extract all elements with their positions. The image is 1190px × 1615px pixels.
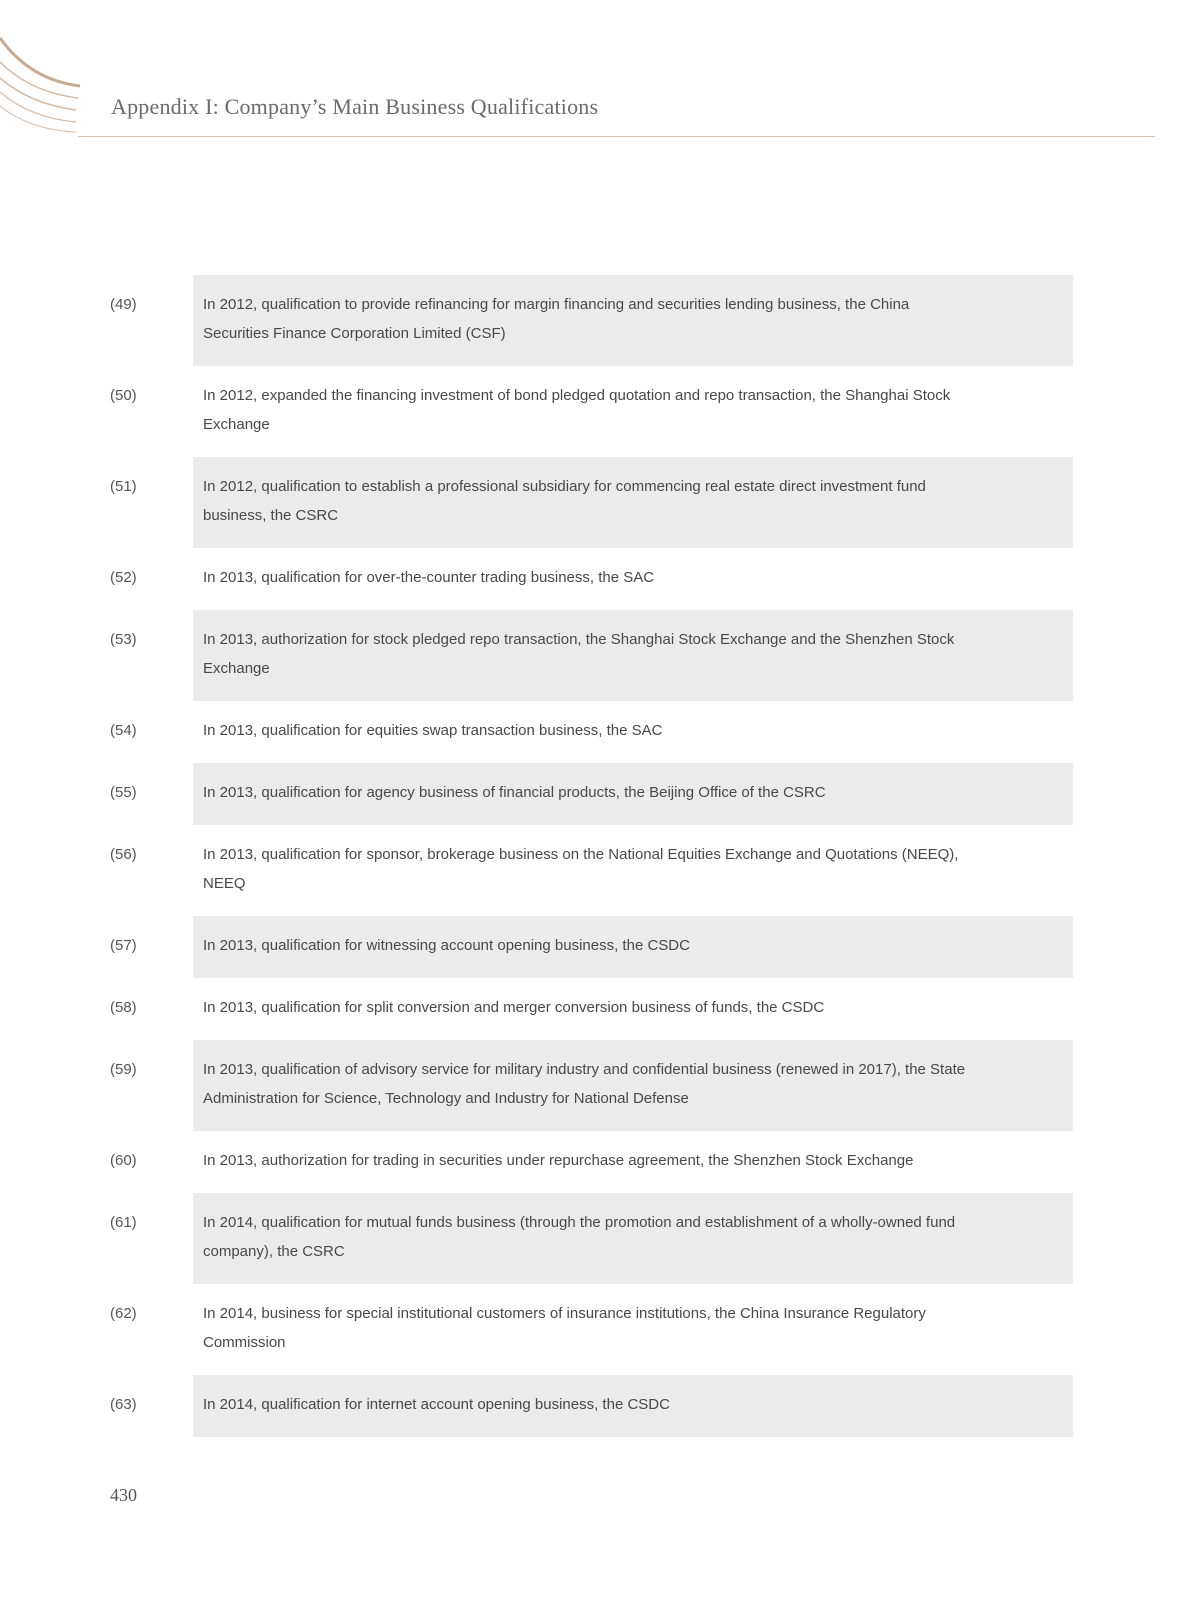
item-number: (56) — [110, 846, 137, 863]
item-text-line: Commission — [203, 1334, 286, 1351]
item-text — [193, 701, 1073, 763]
item-number: (51) — [110, 478, 137, 495]
item-number: (60) — [110, 1152, 137, 1169]
list-item — [110, 916, 1073, 978]
item-number: (61) — [110, 1214, 137, 1231]
item-text-line: NEEQ — [203, 875, 246, 892]
page-title: Appendix I: Company’s Main Business Qualifications — [111, 94, 599, 119]
item-text — [193, 825, 1073, 916]
item-text-line: In 2013, qualification for witnessing account opening business, the CSDC — [203, 937, 690, 954]
page-number: 430 — [110, 1485, 137, 1505]
item-text-line: In 2012, expanded the financing investment of bond pledged quotation and repo transaction, the Shanghai Stock — [203, 387, 951, 404]
item-number: (50) — [110, 387, 137, 404]
item-text-line: In 2013, qualification for over-the-counter trading business, the SAC — [203, 569, 655, 586]
item-number: (55) — [110, 784, 137, 801]
list-item — [110, 978, 1073, 1040]
item-text — [193, 1375, 1073, 1437]
item-text-line: In 2013, authorization for trading in securities under repurchase agreement, the Shenzhen Stock Exchange — [203, 1152, 914, 1169]
item-text-line: In 2012, qualification to establish a professional subsidiary for commencing real estate direct investment fund — [203, 478, 926, 495]
item-text-line: In 2013, qualification for sponsor, brokerage business on the National Equities Exchange and Quotations (NEEQ), — [203, 846, 959, 863]
item-text-line: company), the CSRC — [203, 1243, 345, 1260]
item-number: (54) — [110, 722, 137, 739]
header-divider — [78, 136, 1155, 137]
qualification-list — [110, 275, 1073, 1437]
item-number: (57) — [110, 937, 137, 954]
item-text-line: In 2014, business for special institutional customers of insurance institutions, the China Insurance Regulatory — [203, 1305, 926, 1322]
list-item — [110, 763, 1073, 825]
item-text — [193, 366, 1073, 457]
item-text-line: In 2013, qualification of advisory service for military industry and confidential business (renewed in 2017), the State — [203, 1061, 966, 1078]
item-text — [193, 1284, 1073, 1375]
list-item — [110, 1040, 1073, 1131]
item-text-line: In 2014, qualification for internet account opening business, the CSDC — [203, 1396, 670, 1413]
item-text-line: Administration for Science, Technology and Industry for National Defense — [203, 1090, 689, 1107]
item-number: (53) — [110, 631, 137, 648]
item-text-line: business, the CSRC — [203, 507, 339, 524]
item-number: (62) — [110, 1305, 137, 1322]
item-text-line: In 2012, qualification to provide refinancing for margin financing and securities lending business, the China — [203, 296, 910, 313]
item-text — [193, 1040, 1073, 1131]
decorative-arcs-icon — [0, 0, 100, 150]
item-text-line: In 2013, authorization for stock pledged repo transaction, the Shanghai Stock Exchange and the Shenzhen Stock — [203, 631, 955, 648]
list-item — [110, 1193, 1073, 1284]
item-text — [193, 1131, 1073, 1193]
item-text — [193, 978, 1073, 1040]
item-text-line: Securities Finance Corporation Limited (CSF) — [203, 325, 506, 342]
list-item — [110, 1375, 1073, 1437]
item-text — [193, 548, 1073, 610]
item-number: (59) — [110, 1061, 137, 1078]
item-number: (58) — [110, 999, 137, 1016]
list-item — [110, 1131, 1073, 1193]
item-text — [193, 1193, 1073, 1284]
list-item — [110, 457, 1073, 548]
item-text — [193, 457, 1073, 548]
item-text-line: In 2013, qualification for equities swap transaction business, the SAC — [203, 722, 663, 739]
list-item — [110, 701, 1073, 763]
item-number: (52) — [110, 569, 137, 586]
list-item — [110, 548, 1073, 610]
item-text-line: Exchange — [203, 660, 270, 677]
item-text-line: In 2014, qualification for mutual funds business (through the promotion and establishment of a wholly-owned fund — [203, 1214, 956, 1231]
item-text-line: In 2013, qualification for split conversion and merger conversion business of funds, the CSDC — [203, 999, 825, 1016]
item-number: (49) — [110, 296, 137, 313]
list-item — [110, 366, 1073, 457]
list-item — [110, 1284, 1073, 1375]
item-text-line: Exchange — [203, 416, 270, 433]
item-text — [193, 610, 1073, 701]
item-text-line: In 2013, qualification for agency business of financial products, the Beijing Office of the CSRC — [203, 784, 826, 801]
list-item — [110, 825, 1073, 916]
list-item — [110, 610, 1073, 701]
item-text — [193, 916, 1073, 978]
item-text — [193, 275, 1073, 366]
item-text — [193, 763, 1073, 825]
item-number: (63) — [110, 1396, 137, 1413]
list-item — [110, 275, 1073, 366]
